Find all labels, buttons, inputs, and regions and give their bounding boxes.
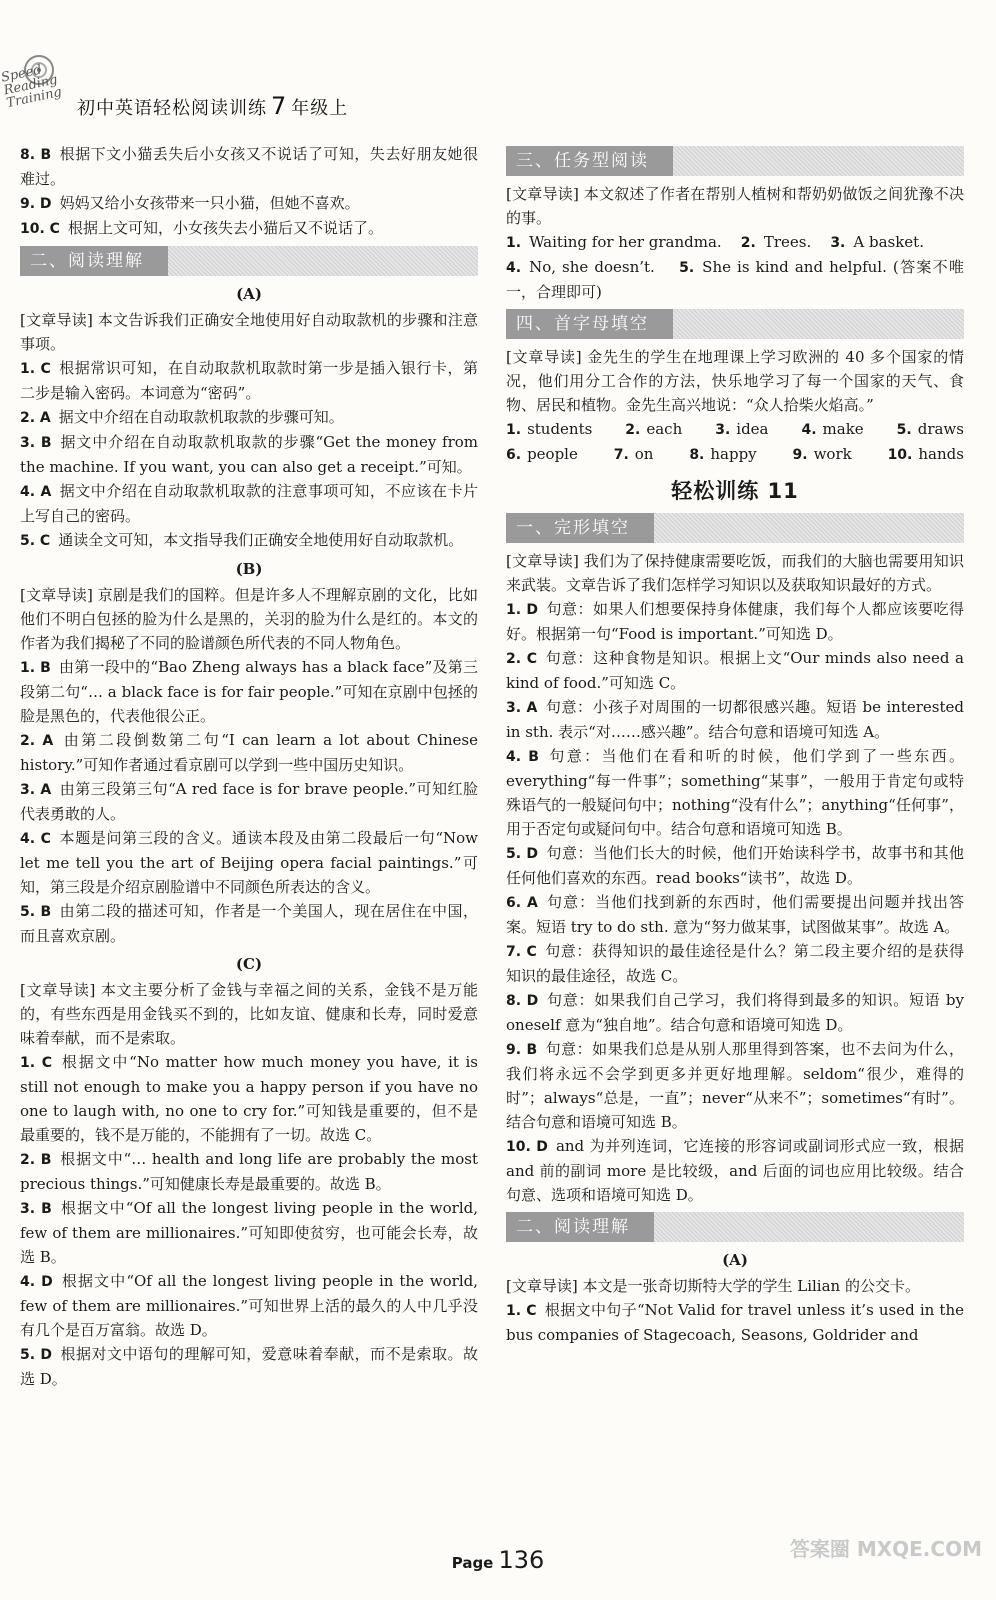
section-banner-fill: 四、首字母填空 xyxy=(506,309,964,339)
answer-item: 3. A 句意：小孩子对周围的一切都很感兴趣。短语 be interested in sth. 表示“对……感兴趣”。结合句意和语境可知选 A。 xyxy=(506,698,964,741)
answer-item: 1. D 句意：如果人们想要保持身体健康，我们每个人都应该要吃得好。根据第一句“Food is important.”可知选 D。 xyxy=(506,600,964,643)
answer-item: 5. C 通读全文可知，本文指导我们正确安全地使用好自动取款机。 xyxy=(20,531,464,549)
answer-item: 4. A 据文中介绍在自动取款机取款的注意事项可知，不应该在卡片上写自己的密码。 xyxy=(20,482,478,525)
answer-item: 4. D 根据文中“Of all the longest living people in the world, few of them are millionaires.”可知世界上活的最久的人中几乎没有几个是百万富翁。故选 D。 xyxy=(20,1272,478,1339)
fill-answers-row2: 6. people 7. on 8. happy 9. work 10. hands xyxy=(506,445,964,463)
fill-answers-row1: 1. students 2. each 3. idea 4. make 5. draws xyxy=(506,420,964,438)
section-title: 轻松训练 11 xyxy=(671,479,799,503)
passage-intro: [文章导读] 本文告诉我们正确安全地使用好自动取款机的步骤和注意事项。 xyxy=(20,311,478,353)
answer-item: 5. D 句意：当他们长大的时候，他们开始读科学书，故事书和其他任何他们喜欢的东西。read books“读书”，故选 D。 xyxy=(506,844,964,887)
answer-item: 2. A 据文中介绍在自动取款机取款的步骤可知。 xyxy=(20,408,344,426)
passage-intro: [文章导读] 本文是一张奇切斯特大学的学生 Lilian 的公交卡。 xyxy=(506,1277,920,1295)
page-header xyxy=(0,0,996,130)
answer-item: 3. B 根据文中“Of all the longest living people in the world, few of them are millionaires.”可知即使贫穷，也可能会长寿，故选 B。 xyxy=(20,1199,479,1266)
passage-heading-a: (A) xyxy=(236,285,262,303)
right-column xyxy=(506,142,964,1347)
left-column xyxy=(20,142,478,1391)
answer-item: 3. B 据文中介绍在自动取款机取款的步骤“Get the money from the machine. If you want, you can also get a receipt.”可知。 xyxy=(20,433,478,476)
task-answers-line1: 1. Waiting for her grandma. 2. Trees. 3. A basket. xyxy=(506,233,924,251)
answer-item: 8. D 句意：如果我们自己学习，我们将得到最多的知识。短语 by oneself 意为“独自地”。结合句意和语境可知选 D。 xyxy=(506,991,964,1034)
section-banner-reading: 二、阅读理解 xyxy=(20,246,478,276)
answer-item: 7. C 句意：获得知识的最佳途径是什么？第二段主要介绍的是获得知识的最佳途径，故选 C。 xyxy=(506,942,964,985)
answer-item: 2. B 根据文中“… health and long life are probably the most precious things.”可知健康长寿是最重要的。故选 B。 xyxy=(20,1150,479,1193)
answer-item: 3. A 由第三段第三句“A red face is for brave people.”可知红脸代表勇敢的人。 xyxy=(20,780,478,823)
answer-item: 6. A 句意：当他们找到新的东西时，他们需要提出问题并找出答案。短语 try to do sth. 意为“努力做某事，试图做某事”。故选 A。 xyxy=(506,893,964,936)
answer-item: 4. B 句意：当他们在看和听的时候，他们学到了一些东西。everything“每一件事”；something“某事”，一般用于肯定句或特殊语气的一般疑问句中；nothing“没有什么”；anything“任何事”，用于否定句或疑问句中。结合句意和语境可知选 B。 xyxy=(506,747,964,838)
watermark: 答案圈 MXQE.COM xyxy=(789,1537,982,1561)
section-banner-task: 三、任务型阅读 xyxy=(506,146,964,176)
passage-intro: [文章导读] 我们为了保持健康需要吃饭，而我们的大脑也需要用知识来武装。文章告诉了我们怎样学习知识以及获取知识最好的方式。 xyxy=(506,552,964,594)
book-title-tail: 年级上 xyxy=(291,98,349,119)
passage-intro: [文章导读] 金先生的学生在地理课上学习欧洲的 40 多个国家的情况，他们用分工合作的方法，快乐地学习了每一个国家的天气、食物、居民和植物。金先生高兴地说：“众人拾柴火焰高。” xyxy=(506,348,964,414)
passage-intro: [文章导读] 京剧是我们的国粹。但是许多人不理解京剧的文化，比如他们不明白包拯的脸为什么是黑的，关羽的脸为什么是红的。本文的作者为我们揭秘了不同的脸谱颜色所代表的不同人物角色。 xyxy=(20,586,478,652)
book-title-main: 初中英语轻松阅读训练 xyxy=(77,98,267,119)
answer-item: 1. B 由第一段中的“Bao Zheng always has a black face”及第三段第二句“… a black face is for fair people.”可知在京剧中包拯的脸是黑色的，代表他很公正。 xyxy=(20,658,478,725)
answer-item: 2. A 由第二段倒数第二句“I can learn a lot about Chinese history.”可知作者通过看京剧可以学到一些中国历史知识。 xyxy=(20,731,478,774)
passage-heading-a: (A) xyxy=(722,1251,748,1269)
passage-intro: [文章导读] 本文叙述了作者在帮别人植树和帮奶奶做饭之间犹豫不决的事。 xyxy=(506,185,964,227)
answer-item: 9. B 句意：如果我们总是从别人那里得到答案，也不去问为什么，我们将永远不会学到更多并更好地理解。seldom“很少，难得的时”；always“总是，一直”；never“从来不”；sometimes“有时”。结合句意和语境可知选 B。 xyxy=(506,1040,964,1131)
answer-item: 10. D and 为并列连词，它连接的形容词或副词形式应一致，根据 and 前的副词 more 是比较级，and 后面的词也应用比较级。结合句意、选项和语境可知选 D。 xyxy=(506,1137,965,1204)
answer-item: 2. C 句意：这种食物是知识。根据上文“Our minds also need a kind of food.”可知选 C。 xyxy=(506,649,964,692)
passage-intro: [文章导读] 本文主要分析了金钱与幸福之间的关系，金钱不是万能的，有些东西是用金钱买不到的，比如友谊、健康和长寿，同时爱意味着奉献，而不是索取。 xyxy=(20,981,478,1047)
section-banner-reading-2: 二、阅读理解 xyxy=(506,1212,964,1242)
answer-item: 4. C 本题是问第三段的含义。通读本段及由第二段最后一句“Now let me tell you the art of Beijing opera facial paintings.”可知，第三段是介绍京剧脸谱中不同颜色所表达的含义。 xyxy=(20,829,478,896)
answer-item: 1. C 根据文中“No matter how much money you have, it is still not enough to make you a happy person if you have no one to laugh with, no one to cry for.”可知钱是重要的，但不是最重要的，钱不是万能的，不能拥有了一切。故选 C。 xyxy=(20,1053,478,1144)
answer-item: 5. D 根据对文中语句的理解可知，爱意味着奉献，而不是索取。故选 D。 xyxy=(20,1345,478,1388)
grade-number: 7 xyxy=(271,92,288,120)
answer-item: 10. C 根据上文可知，小女孩失去小猫后又不说话了。 xyxy=(20,219,383,237)
page-number-value: 136 xyxy=(498,1546,545,1574)
passage-heading-b: (B) xyxy=(235,560,263,578)
passage-heading-c: (C) xyxy=(235,955,263,973)
answer-item: 1. C 根据文中句子“Not Valid for travel unless it’s used in the bus companies of Stagecoach, Seasons, Goldrider and xyxy=(506,1301,964,1344)
book-title xyxy=(77,92,348,120)
answer-item: 1. C 根据常识可知，在自动取款机取款时第一步是插入银行卡，第二步是输入密码。本词意为“密码”。 xyxy=(20,359,478,402)
logo-text: Speed Reading Training xyxy=(0,62,64,112)
answer-item: 9. D 妈妈又给小女孩带来一只小猫，但她不喜欢。 xyxy=(20,194,360,212)
answer-item: 5. B 由第二段的描述可知，作者是一个美国人，现在居住在中国，而且喜欢京剧。 xyxy=(20,902,478,945)
page-label: Page xyxy=(451,1554,494,1572)
answer-item: 8. B 根据下文小猫丢失后小女孩又不说话了可知，失去好朋友她很难过。 xyxy=(20,145,478,188)
section-banner-cloze: 一、完形填空 xyxy=(506,513,964,543)
task-answers-line2: 4. No, she doesn’t. 5. She is kind and helpful. (答案不唯一，合理即可) xyxy=(506,258,964,301)
